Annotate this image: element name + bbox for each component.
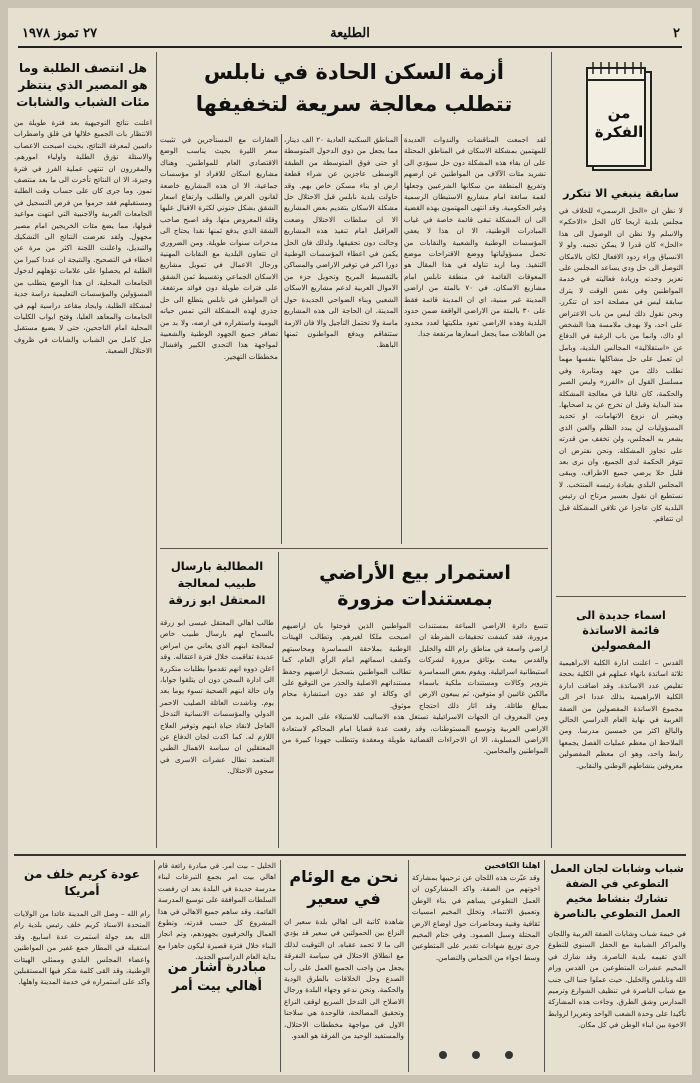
- teachers-article-title: اسماء جديدة الى قائمة الاساتذة المفصولين: [576, 609, 666, 652]
- karim-khalaf-title: عودة كريم خلف من أمريكا: [24, 867, 140, 898]
- dot-icon: [472, 1051, 480, 1059]
- beit-ummar-title: مبادرة أشار من أهالي بيت أمر: [167, 960, 267, 994]
- prisoner-body: طالب اهالي المعتقل عيسى ابو زرقة بالسماح لهم بارسال طبيب خاص لمعالجة ابنهم الذي يعاني من امراض عديدة تفاقمت خلال فترة اعتقاله. وقد اعلن ذووه انهم تقدموا بطلبات متكررة الى ادارة السجن دون ان يتلقوا جوابا، وان حالة ابنهم الصحية تسوء يوما بعد يوم. وناشدت العائلة الصليب الاحمر الدولي والمؤسسات الانسانية التدخل العاجل لانقاذ حياة ابنهم وتوفير العلاج اللازم له. كما اكدت لجان الدفاع عن المعتقلين ان سياسة الاهمال الطبي المتعمد تطال عشرات الاسرى في سجون الاحتلال.: [157, 618, 274, 776]
- saeer-title: نحن مع الوئام في سعير: [289, 867, 399, 908]
- column-rule: [281, 134, 282, 544]
- ornament-dots: [412, 1044, 540, 1063]
- dot-icon: [439, 1051, 447, 1059]
- land-sale-body-2: ومن المعروف ان الجهات الاسرائيلية تستغل هذه الاساليب للاستيلاء على المزيد من الاراضي العربية وتوسيع المستوطنات، وقد رفعت عدة قضايا امام المحاكم لاستعادة الاراضي المسلوبة، الا ان الاجراءات القضائية طويلة ومعقدة وتتطلب جهودا كبيرة من المواطنين والمحامين.: [279, 712, 548, 756]
- volunteer-body: في خيمة شباب وشابات الضفة الغربية واللجان والمراكز الشبابية مع الحفل السنوي للتطوع الذي تقيمه بلدية الناصرة. وقد شارك في المخيم عشرات المتطوعين من القدس ورام الله ونابلس والخليل، حيث عملوا جنبا الى جنب مع شباب الناصرة في تنظيف الشوارع وترميم المدارس وشق الطرق. وجاءت هذه المشاركة تأكيدا على وحدة الشعب الواحد وتعزيزا لروابط الاخوة بين ابناء الوطن في كل مكان.: [545, 929, 686, 1030]
- column-logo: [583, 58, 659, 178]
- main-headline: أزمة السكن الحادة في نابلس تتطلب معالجة سريعة لتخفيفها: [195, 60, 513, 116]
- column-rule: [551, 52, 552, 848]
- main-article-text-3: العقارات مع المستأجرين في تثبيت سعر الليرة بحيث يناسب الوضع الاقتصادي العام للمواطنين. وهناك مشاريع اسكان للافراد او مؤسسات جماعية، الا ان هذه المشاريع خاضعة لقانون العرض والطلب وارتفاع اسعار الشقق بشكل جنوني لكثرة الاقبال عليها وقلة المعروض منها. وقد اصبح صاحب الشقة الذي يدفع ثمنها نقدا يحتاج الى مدخرات سنوات طويلة. ومن الضروري ان تتعاون البلدية مع النقابات المهنية ورجال الاعمال في تمويل مشاريع الاسكان الجماعي وتقسيط ثمن الشقق على فترات طويلة دون فوائد مرتفعة. ان المواطن في نابلس يتطلع الى حل جذري لهذه المشكلة التي تمس حياته اليومية واستقراره في ارضه، ولا بد من تضافر جميع الجهود الوطنية والشعبية لمواجهة هذا التحدي الكبير وافشال مخططات التهجير.: [157, 135, 278, 361]
- editorial-body: لا نظن ان «الحل الرسمي» للخلاف في مجلس بلدية اريحا كان الحل «الاحكم» والاسلم ولا نظن ان الوصول الى هذا «الحل» كان قدرا لا يمكن تجنبه. ولو لا الانسياق وراء ردود الافعال لكان بالامكان التوصل الى حل ودي يساعد المجلس على تعزيز وحدته وزيادة فعاليته في خدمة المواطنين وفي نفس الوقت لا يترك سابقة ليس في مصلحة احد ان تتكرر. ونحن نقول ذلك ليس من باب الاعتراض على احد، ولا بهدف ملامسة هذا الشخص او ذاك، وانما من باب الرغبة في الدفاع عن «استقلالية» المجالس البلدية، وبامل ان تعمل على حل مشاكلها بنفسها مهما تطلب ذلك من جهد ومثابرة. وفي مسلسل القول ان «الفرز» وليس الصبر والحكمة، كان غالبا في معالجة المشكلة منذ البداية وقبل ان تخرج عن يد اصحابها. ويعتبر ان نزوع الاتهامات، او تحديد المسؤوليات لن يبدد الظلم والغبن الذي يشعر به المجلس، ولن تخفف من قدرته على تجاوز المشكلة. ونحن نفترض ان تتوفر الحكمة لدى الجميع، وان نرى بعد قليل حلا يرضي جميع الاطراف، ويبقى المجلس البلدي بقيادة رئيسه المنتخب. لا نستطيع ان نقول بعسير مرتاح ان رئيس البلدية كان عاجزا عن تلافي المشكلة قبل ان تتفاقم.: [556, 206, 683, 523]
- column-rule: [408, 860, 409, 1072]
- volunteer-intro: اهلنا الكافحين: [484, 861, 540, 870]
- right-column: [556, 52, 686, 592]
- page-header: [18, 24, 682, 48]
- main-article-text-2: المناطق السكنية العادية ٢٠ الف دينار، مما يجعل من ذوي الدخول المتوسطة او حتى فوق المتوسطة من الطبقة الوسطى عاجزين عن شراء قطعة ارض او بناء مسكن خاص بهم. وقد حاولت بلدية نابلس قبل الاحتلال حل مشكلة الاسكان بتقديم بعض المشاريع الا ان سلطات الاحتلال وضعت العراقيل امام تنفيذ هذه المشاريع وحالت دون تحقيقها. ولذلك فان الحل يكمن في اعطاء المؤسسات الوطنية دورا اكبر في توفير الاراضي والمساكن بالتقسيط المريح وتحويل جزء من الاموال العربية لدعم مشاريع الاسكان الشعبي وبناء الضواحي الجديدة حول المدينة. ان الحاجة الى هذه المشاريع ماسة ولا تحتمل التأجيل والا فان الازمة ستتفاقم ويدفع المواطنون ثمنها الباهظ.: [281, 135, 398, 350]
- newspaper-page: [8, 8, 692, 1075]
- teachers-article: [556, 602, 686, 848]
- volunteer-article: [545, 860, 686, 1072]
- column-rule: [401, 134, 402, 544]
- editorial-title: سابقة ينبغي الا تتكرر: [563, 187, 679, 200]
- volunteer-continued-body: وقد عبّرت هذه اللجان عن ترحيبها بمشاركة اخوتهم من الضفة، واكد المشاركون ان العمل التطوعي يساهم في بناء الوطن وتعميق الانتماء. وتخلل المخيم امسيات ثقافية وفنية ومحاضرات حول اوضاع الارض المحتلة وسبل الصمود. وفي ختام المخيم جرى توزيع شهادات تقدير على المتطوعين وسط اجواء من الحماس والتضامن.: [409, 873, 540, 962]
- column-rule: [280, 860, 281, 1072]
- karim-khalaf-body: رام الله – وصل الى المدينة عائدا من الولايات المتحدة الاستاذ كريم خلف رئيس بلدية رام الله بعد جولة استمرت عدة اسابيع. وقد استقبله في المطار جمع غفير من المواطنين واعضاء المجلس البلدي وممثلي الهيئات الوطنية، وقد القى كلمة شكر فيها المستقبلين واكد على استمراره في خدمة المدينة واهلها.: [11, 909, 150, 987]
- section-divider: [14, 854, 686, 856]
- column-rule: [154, 860, 155, 1072]
- dot-icon: [505, 1051, 513, 1059]
- prisoner-article: [157, 552, 274, 848]
- volunteer-title: شباب وشابات لجان العمل التطوعي في الضفة تشارك بنشاط مخيم العمل التطوعي بالناصرة: [550, 863, 684, 920]
- land-sale-body: تتسع دائرة الاراضي المباعة بمستندات مزورة، فقد كشفت تحقيقات الشرطة ان اراضي واسعة في مناطق رام الله والخليل والقدس بيعت بوثائق مزورة لشركات استيطانية اسرائيلية. ويقوم بعض السماسرة بتزوير وكالات ومستندات ملكية باسماء مالكين غائبين او متوفين، ثم يبيعون الارض بمبالغ طائلة. وقد اثار ذلك احتجاج المواطنين الذين فوجئوا بان اراضيهم اصبحت ملكا لغيرهم. وتطالب الهيئات الوطنية بملاحقة السماسرة ومحاسبتهم وكشف اسمائهم امام الرأي العام، كما تطالب المواطنين بتسجيل اراضيهم وحفظ مستنداتهم الاصلية والحذر من التوقيع على اي وكالة او عقد دون استشارة محام موثوق.: [279, 621, 548, 710]
- students-body: اعلنت نتائج التوجيهية بعد فترة طويلة من الانتظار بات الجميع خلالها في قلق واضطراب دائمين لمعرفة النتائج، بحيث اصبحت الاعصاب والاسئلة تؤرق الطلبة واولياء امورهم. والمقررون ان تنتهي عملية الفرز في فترة وجيزة، الا ان النتائج تأخرت الى ما بعد منتصف تموز. وما جرى كان على حساب وقت الطلبة ومستقبلهم فقد حرموا من فرص التسجيل في الجامعات العربية والاجنبية التي انتهت مواعيد قبولها، مما يضع مئات الخريجين امام مصير مجهول. ولقد تعرضت النتائج الى التشكيك والتبديل، واعلنت اللجنة اكثر من مرة عن اخطاء في التصحيح. والنتيجة ان عددا كبيرا من الطلبة لم يحصلوا على علامات تؤهلهم لدخول الجامعات المحلية. ان هذا الوضع يتطلب من المسؤولين والمؤسسات التعليمية دراسة جدية لمشكلة الطلبة، وايجاد مقاعد دراسية لهم في الجامعات والمعاهد العليا، وفتح ابواب الكليات المحلية امام الناجحين، حتى لا يضيع مستقبل جيل كامل من الشباب والشابات في ظروف الاحتلال الصعبة.: [11, 118, 152, 356]
- students-title: هل انتصف الطلبة وما هو المصير الذي ينتظر مئات الشباب والشابات: [16, 61, 150, 109]
- saeer-article: [281, 860, 404, 1072]
- land-sale-article: [279, 552, 548, 848]
- column-rule: [544, 860, 545, 1072]
- left-column: [11, 56, 152, 846]
- publication-name: الطليعة: [330, 26, 370, 41]
- page-number: ٢: [673, 26, 680, 41]
- teachers-article-body: القدس – اعلنت ادارة الكلية الابراهيمية ثلاثة اساتذة بانهاء عملهم في الكلية بحجة تقليص عدد الاساتذة. وقد اضافت ادارة الكلية الابراهيمية بذلك عددا اخر الى مجموع الاساتذة المفصولين من الضفة الغربية في نهاية العام الدراسي الحالي والبالغ اكثر من خمسين مدرسا. ومن الملاحظ ان معظم عمليات الفصل يجمعها رابط واحد، وهو ان معظم المفصولين معروفين بنشاطهم الوطني والنقابي.: [556, 658, 683, 770]
- main-headline-block: [160, 56, 548, 132]
- column-rule: [278, 552, 279, 848]
- volunteer-continued: [409, 860, 540, 1072]
- land-sale-title: استمرار بيع الأراضي بمستندات مزورة: [319, 562, 511, 610]
- prisoner-title: المطالبة بارسال طبيب لمعالجة المعتقل ابو زرقة: [168, 559, 266, 607]
- divider: [160, 548, 548, 549]
- main-article-col-1: [401, 134, 546, 544]
- logo-text: من الفكرة: [594, 104, 644, 141]
- divider: [556, 596, 686, 597]
- beit-ummar-article: [155, 860, 276, 1072]
- issue-date: ٢٧ تموز ١٩٧٨: [22, 26, 98, 41]
- main-article-col-3: [157, 134, 278, 544]
- saeer-body: شاهدة كاتبة الى اهالي بلدة سعير ان النزاع بين الحمولتين في سعير قد يؤدي الى ما لا تحمد عقباه. ان التوقيت لذلك مع انطلاق الاحتلال في سياسة التفرقة يجعل من واجب الجميع العمل على رأب الصدع وحل الخلافات بالطرق الودية والحكمة. ونحن ندعو وجهاء البلدة ورجال الاصلاح الى التدخل السريع لوقف النزاع وتحقيق المصالحة، فالوحدة هي سلاحنا الاول في مواجهة مخططات الاحتلال، والمستفيد الوحيد من الفرقة هو العدو.: [281, 917, 404, 1041]
- main-article-col-2: [281, 134, 398, 544]
- main-article-text-1: لقد اجمعت المناقشات والندوات العديدة للمهتمين بمشكلة الاسكان في المناطق المحتلة على ان بقاء هذه المشكلة دون حل سيؤدي الى تشريد مئات الآلاف من المواطنين عن ارضهم وتفريغ المنطقة من سكانها الشرعيين وجعلها لقمة سائغة امام مشاريع الاستيطان الرسمية وغير الحكومية. وقد انتهى المهتمون بهذه القضية الى ان المشكلة تبقى قائمة خاصة في غياب المبادرات الوطنية، الا ان هذا لا يعفي المؤسسات الوطنية والشعبية والنقابات من تحمل مسؤولياتها ووضع الاقتراحات موضع التنفيذ. وما اريد تناوله في هذا المقال هو المعوقات القائمة في منطقة نابلس امام مشاريع الاسكان. في ٧٠ بالمئة من اراضي المدينة غير مبنية، اي ان المدينة قائمة فقط على ٣٠ بالمئة من الاراضي الواقعة ضمن حدود البلدية وهذه الاراضي تعود ملكيتها لعدد محدود من العائلات مما يجعل اسعارها مرتفعة جدا.: [401, 135, 546, 338]
- column-rule: [156, 52, 157, 848]
- karim-khalaf-article: [11, 860, 150, 1072]
- beit-ummar-body: الخليل – بيت امر. في مبادرة رائعة قام اهالي بيت امر بجمع التبرعات لبناء مدرسة جديدة في البلدة بعد ان رفضت السلطات الموافقة على توسيع المدرسة القائمة. وقد ساهم جميع الاهالي في هذا المشروع كل حسب قدرته، وتطوع العمال والحرفيون بجهودهم، وتم انجاز البناء خلال فترة قصيرة ليكون جاهزا مع بداية العام الدراسي الجديد.: [155, 861, 276, 962]
